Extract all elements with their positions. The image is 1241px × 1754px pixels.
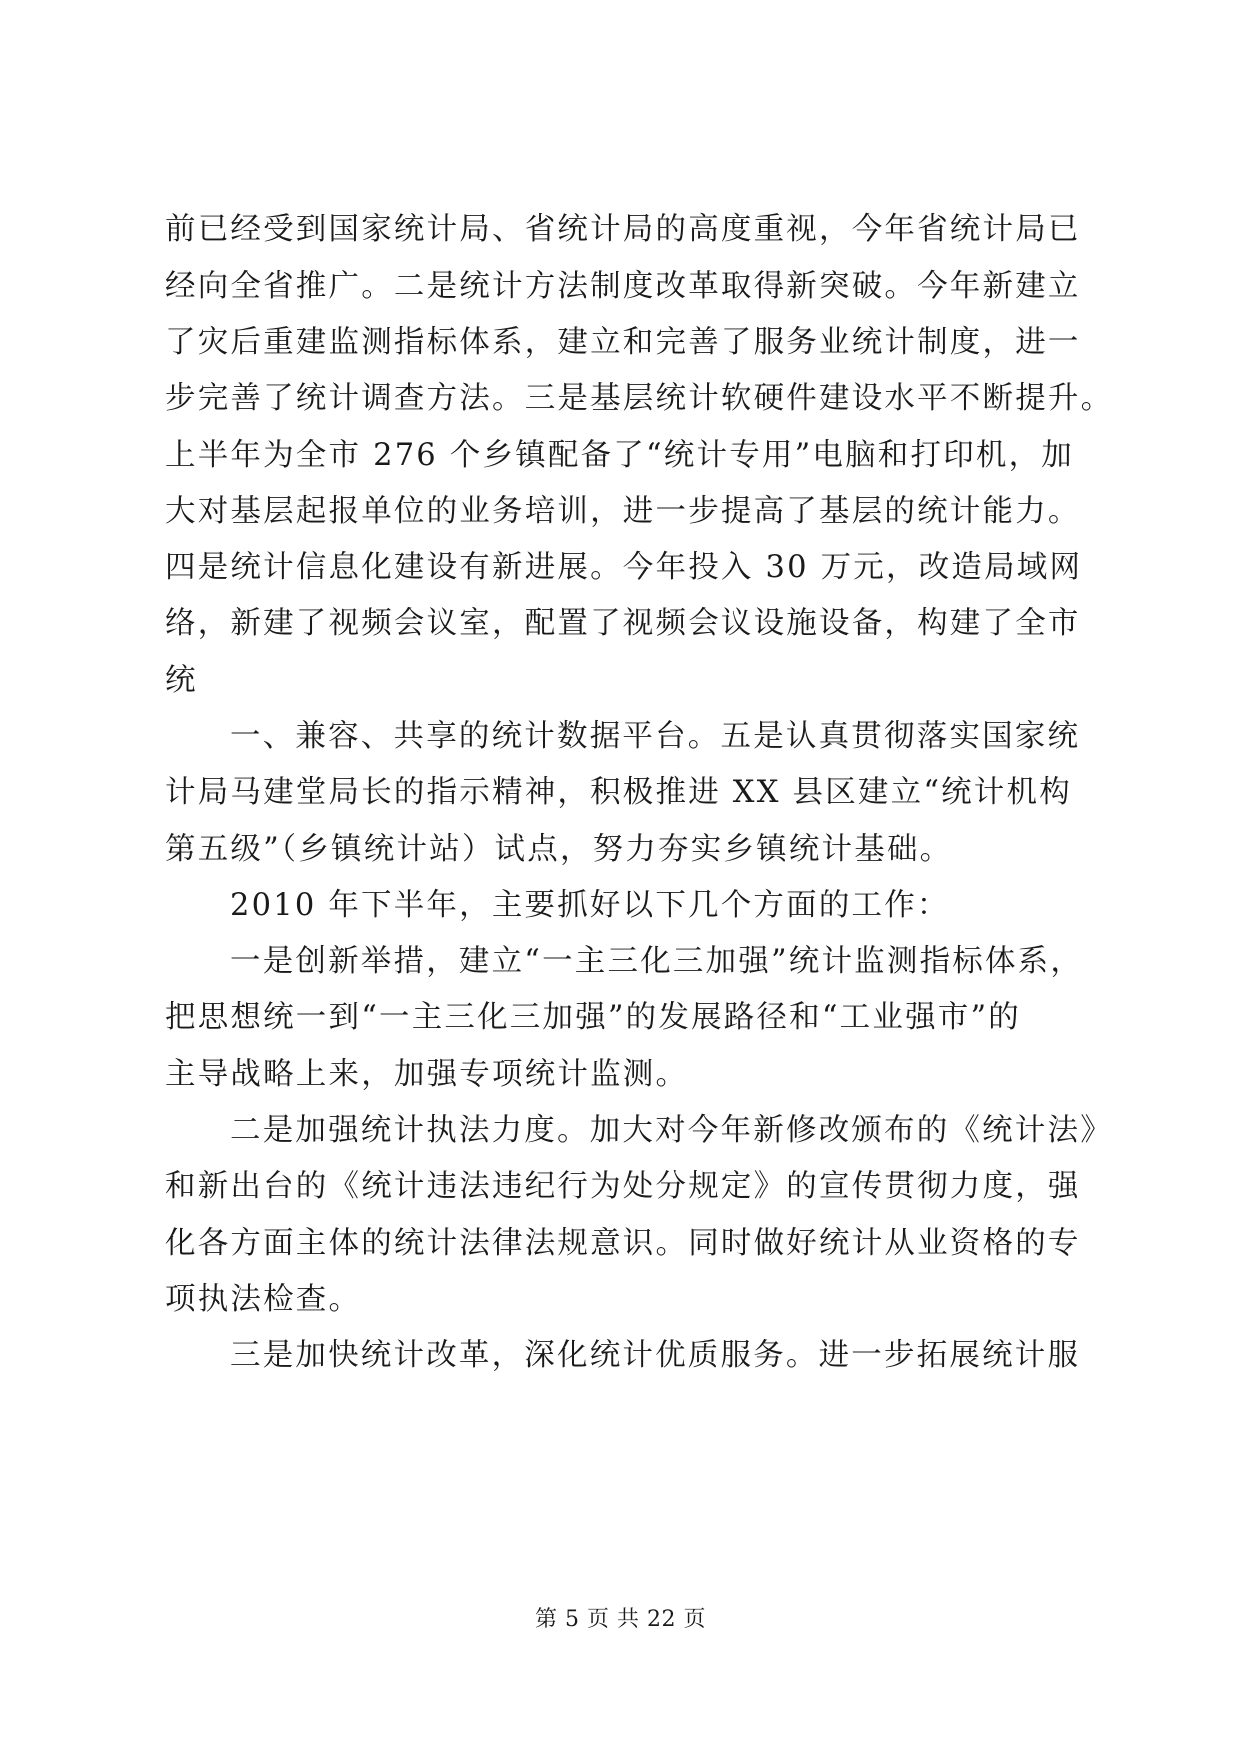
text-line: 大对基层起报单位的业务培训，进一步提高了基层的统计能力。 bbox=[165, 494, 1081, 529]
text-line: 了灾后重建监测指标体系，建立和完善了服务业统计制度，进一 bbox=[165, 325, 1081, 360]
text-line: 经向全省推广。二是统计方法制度改革取得新突破。今年新建立 bbox=[165, 269, 1081, 304]
text-line: 步完善了统计调查方法。三是基层统计软硬件建设水平不断提升。 bbox=[165, 381, 1114, 416]
text-line: 四是统计信息化建设有新进展。今年投入 30 万元，改造局域网 bbox=[165, 550, 1083, 585]
paragraph-start: 2010 年下半年，主要抓好以下几个方面的工作： bbox=[230, 888, 950, 923]
text-line: 上半年为全市 276 个乡镇配备了“统计专用”电脑和打印机，加 bbox=[165, 438, 1074, 473]
text-line: 化各方面主体的统计法律法规意识。同时做好统计从业资格的专 bbox=[165, 1226, 1081, 1261]
text-line: 第五级”（乡镇统计站）试点，努力夯实乡镇统计基础。 bbox=[165, 832, 953, 867]
text-line: 主导战略上来，加强专项统计监测。 bbox=[165, 1057, 689, 1092]
paragraph-start: 三是加快统计改革，深化统计优质服务。进一步拓展统计服 bbox=[230, 1338, 1081, 1373]
text-line: 和新出台的《统计违法违纪行为处分规定》的宣传贯彻力度，强 bbox=[165, 1169, 1081, 1204]
text-line: 把思想统一到“一主三化三加强”的发展路径和“工业强市”的 bbox=[165, 1000, 1021, 1035]
text-line: 前已经受到国家统计局、省统计局的高度重视，今年省统计局已 bbox=[165, 212, 1081, 247]
text-line: 统 bbox=[165, 663, 198, 698]
text-line: 络，新建了视频会议室，配置了视频会议设施设备，构建了全市 bbox=[165, 606, 1081, 641]
text-line: 项执法检查。 bbox=[165, 1282, 362, 1317]
paragraph-start: 二是加强统计执法力度。加大对今年新修改颁布的《统计法》 bbox=[230, 1113, 1113, 1148]
text-line: 计局马建堂局长的指示精神，积极推进 XX 县区建立“统计机构 bbox=[165, 775, 1072, 810]
paragraph-start: 一是创新举措，建立“一主三化三加强”统计监测指标体系， bbox=[230, 944, 1084, 979]
paragraph-start: 一、兼容、共享的统计数据平台。五是认真贯彻落实国家统 bbox=[230, 719, 1081, 754]
page-number-footer: 第 5 页 共 22 页 bbox=[535, 1607, 706, 1632]
